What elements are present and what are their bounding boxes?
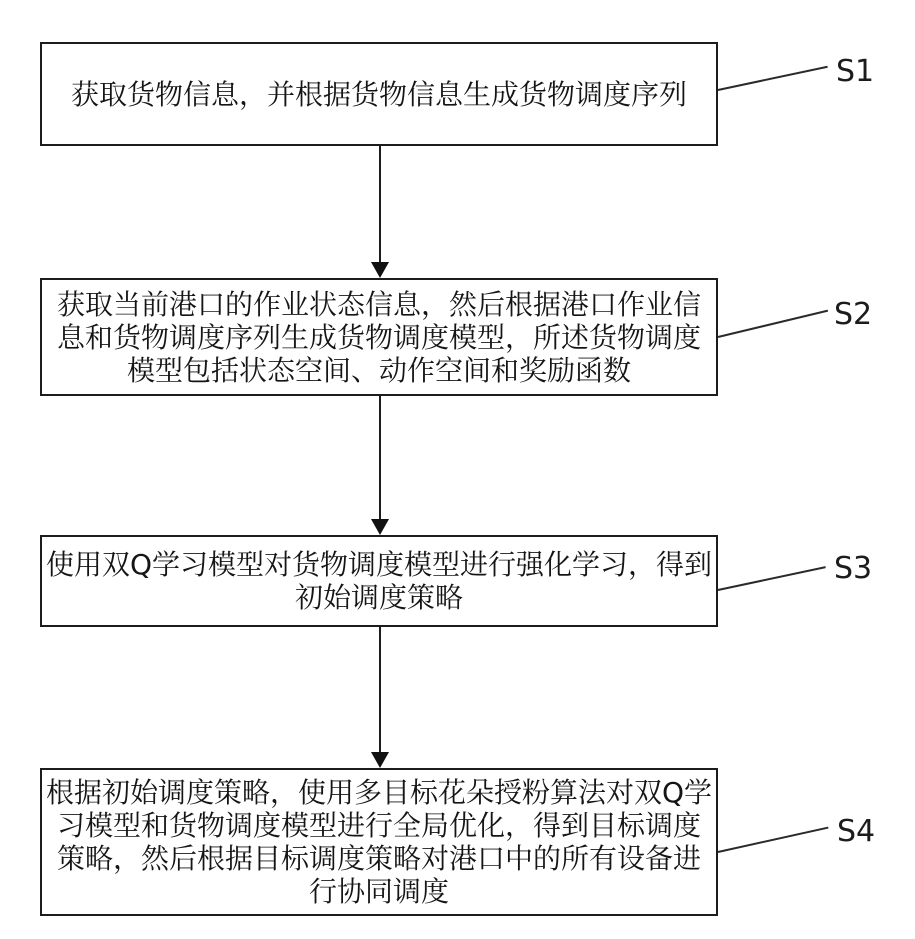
step-s3-text-line: 初始调度策略: [294, 581, 463, 614]
step-s4-text-line: 根据初始调度策略，使用多目标花朵授粉算法对双Q学: [45, 776, 713, 809]
step-s2-text-line: 获取当前港口的作业状态信息，然后根据港口作业信: [56, 287, 701, 321]
step-label-s4: S4: [837, 814, 876, 849]
leader-line-s1: [718, 66, 828, 91]
step-box-s4: [40, 768, 718, 916]
connector-line-s3-s4: [379, 627, 381, 752]
step-s4-text-line: 策略，然后根据目标调度策略对港口中的所有设备进: [56, 842, 701, 875]
connector-line-s2-s3: [379, 396, 381, 519]
step-s4-text-line: 行协同调度: [308, 875, 449, 908]
step-box-s1: [40, 42, 718, 146]
step-box-s2: [40, 278, 718, 396]
step-label-s1: S1: [836, 54, 875, 89]
connector-line-s1-s2: [379, 146, 381, 263]
step-s1-text-line: 获取货物信息，并根据货物信息生成货物调度序列: [70, 77, 687, 111]
leader-line-s4: [718, 827, 829, 853]
leader-line-s2: [718, 310, 828, 338]
arrow-down-icon: [371, 752, 389, 768]
step-s2-text-line: 息和货物调度序列生成货物调度模型，所述货物调度: [56, 320, 701, 354]
step-s4-text-line: 习模型和货物调度模型进行全局优化，得到目标调度: [56, 809, 701, 842]
arrow-down-icon: [371, 262, 389, 278]
step-s3-text-line: 使用双Q学习模型对货物调度模型进行强化学习，得到: [45, 548, 713, 581]
step-label-s3: S3: [834, 551, 873, 586]
step-box-s3: [40, 535, 718, 627]
step-label-s2: S2: [834, 297, 873, 332]
step-s2-text-line: 模型包括状态空间、动作空间和奖励函数: [126, 353, 631, 387]
arrow-down-icon: [371, 519, 389, 535]
leader-line-s3: [718, 566, 826, 591]
